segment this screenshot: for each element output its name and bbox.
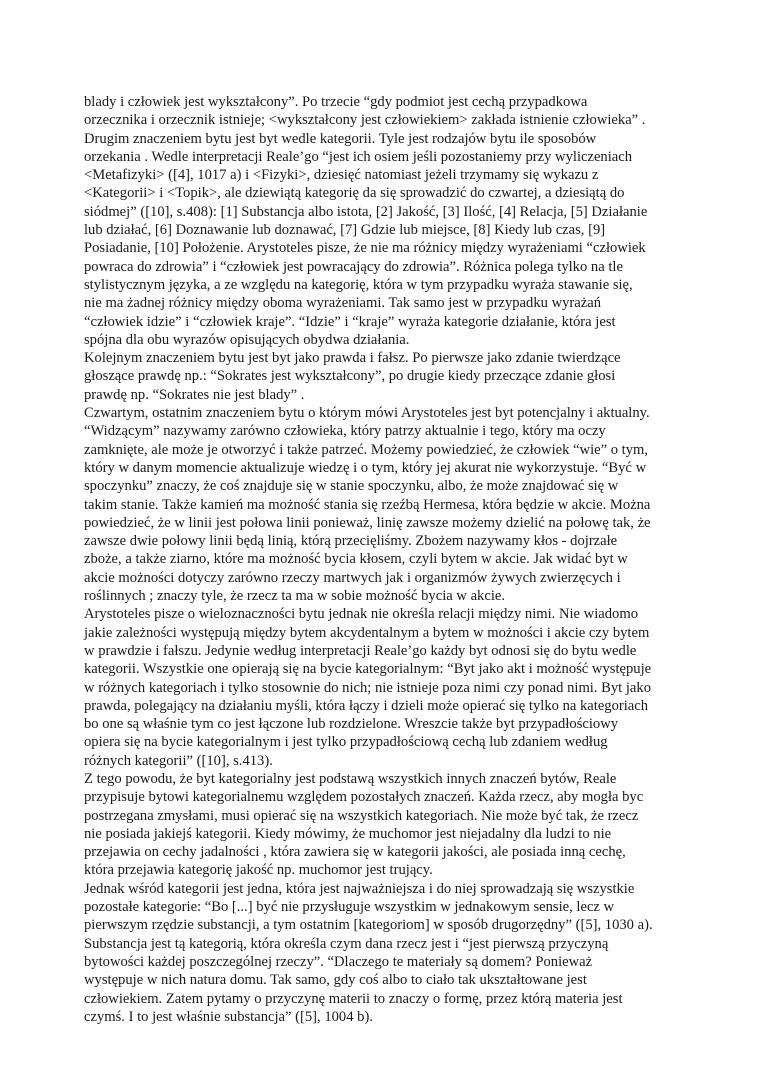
text-line: orzecznika i orzecznik istnieje; <wykształcony jest człowiekiem> zakłada istnienie człowieka” . (84, 112, 646, 129)
text-line: Posiadanie, [10] Położenie. Arystoteles pisze, że nie ma różnicy między wyrażeniami “człowiek (84, 240, 646, 257)
paragraph-ambiguity (84, 605, 694, 770)
document-page (84, 93, 694, 1026)
text-line: czymś. I to jest właśnie substancja” ([5], 1004 b). (84, 1008, 373, 1025)
text-line: spoczynku” znaczy, że coś znajduje się w stanie spoczynku, albo, że może znajdować się w (84, 478, 619, 495)
text-line: Z tego powodu, że byt kategorialny jest podstawą wszystkich innych znaczeń bytów, Reale (84, 770, 617, 787)
text-line: który w danym momencie aktualizuje wiedzę i o tym, który jej akurat nie wykorzystuje. “Być w (84, 459, 647, 476)
text-line: zawsze dwie połowy linii będą linią, którą przecięliśmy. Zbożem nazywamy kłos - dojrzałe (84, 533, 618, 550)
text-line: zamknięte, ale może je otworzyć i także patrzeć. Możemy powiedzieć, że człowiek “wie” o tym, (84, 441, 649, 458)
text-line: postrzegana zmysłami, musi opierać się na wszystkich kategoriach. Nie może być tak, że rzecz (84, 807, 639, 824)
text-line: Jednak wśród kategorii jest jedna, która jest najważniejsza i do niej sprowadzają się wszystkie (84, 880, 635, 897)
text-line: lub działać, [6] Doznawanie lub doznawać, [7] Gdzie lub miejsce, [8] Kiedy lub czas, [9] (84, 222, 606, 239)
paragraph-categories (84, 93, 694, 349)
text-line: Arystoteles pisze o wieloznaczności bytu jednak nie określa relacji między nimi. Nie wiadomo (84, 606, 638, 623)
text-line: prawdę np. “Sokrates nie jest blady” . (84, 386, 305, 403)
text-line: orzekania . Wedle interpretacji Reale’go “jest ich osiem jeśli pozostaniemy przy wyliczeniach (84, 148, 633, 165)
text-line: pozostałe kategorie: “Bo [...] być nie przysługuje wszystkim w jednakowym sensie, lecz w (84, 899, 615, 916)
text-line: przejawia on cechy jadalności , która zawiera się w kategorii jakości, ale posiada inną cechę, (84, 844, 626, 861)
text-line: Czwartym, ostatnim znaczeniem bytu o którym mówi Arystoteles jest byt potencjalny i aktualny. (84, 405, 650, 422)
text-line: która przejawia kategorię jakość np. muchomor jest trujący. (84, 862, 433, 879)
text-line: prawda, polegający na działaniu myśli, która łączy i dzieli może opierać się tylko na kategoriach (84, 697, 649, 714)
text-line: zboże, a także ziarno, które ma możność bycia kłosem, czyli bytem w akcie. Jak widać byt w (84, 551, 628, 568)
text-line: siódmej” ([10], s.408): [1] Substancja albo istota, [2] Jakość, [3] Ilość, [4] Relacja, [5] Działanie (84, 203, 648, 220)
paragraph-substance (84, 880, 694, 1026)
text-line: Drugim znaczeniem bytu jest byt wedle kategorii. Tyle jest rodzajów bytu ile sposobów (84, 130, 597, 147)
text-line: blady i człowiek jest wykształcony”. Po trzecie “gdy podmiot jest cechą przypadkowa (84, 94, 588, 110)
paragraph-potential-actual (84, 404, 694, 605)
text-line: powraca do zdrowia” i “człowiek jest powracający do zdrowia”. Różnica polega tylko na tle (84, 258, 623, 275)
text-line: “człowiek idzie” i “człowiek kraje”. “Idzie” i “kraje” wyraża kategorie działanie, która jest (84, 313, 616, 330)
text-line: takim stanie. Także kamień ma możność stania się rzeźbą Hermesa, która będzie w akcie. Można (84, 496, 651, 513)
text-line: <Kategorii> i <Topik>, ale dziewiątą kategorię da się sprowadzić do czwartej, a dziesiątą do (84, 185, 625, 202)
text-line: kategorii. Wszystkie one opierają się na bycie kategorialnym: “Byt jako akt i możność występuje (84, 661, 652, 678)
text-line: bo one są właśnie tym co jest łączone lub rozdzielone. Wreszcie także byt przypadłościowy (84, 716, 619, 733)
text-line: w prawdzie i fałszu. Jedynie według interpretacji Reale’go każdy byt odnosi się do bytu wedle (84, 642, 637, 659)
text-line: w różnych kategoriach i tylko stosownie do nich; nie istnieje poza nimi czy ponad nimi. Byt jako (84, 679, 652, 696)
text-line: opiera się na bycie kategorialnym i jest tylko przypadłościową cechą lub zdaniem według (84, 734, 608, 751)
text-line: akcie możności dotyczy zarówno rzeczy martwych jak i organizmów żywych zwierzęcych i (84, 569, 621, 586)
text-line: pierwszym rzędzie substancji, a tym ostatnim [kategoriom] w sposób drugorzędny” ([5], 1030 a). (84, 917, 653, 934)
text-line: spójna dla obu wyrazów opisujących obydwa działania. (84, 331, 410, 348)
text-line: powiedzieć, że w linii jest połowa linii ponieważ, linię zawsze możemy dzielić na połowę tak, że (84, 514, 651, 531)
text-line: roślinnych ; znaczy tyle, że rzecz ta ma w sobie możność bycia w akcie. (84, 588, 506, 605)
text-line: przypisuje bytowi kategorialnemu względem pozostałych znaczeń. Każda rzecz, aby mogła byc (84, 789, 644, 806)
text-line: występuje w nich natura domu. Tak samo, gdy coś albo to ciało tak ukształtowane jest (84, 972, 587, 989)
text-line: <Metafizyki> ([4], 1017 a) i <Fizyki>, dziesięć natomiast jeżeli trzymamy się wykazu z (84, 167, 599, 184)
text-line: nie ma żadnej różnicy między oboma wyrażeniami. Tak samo jest w przypadku wyrażań (84, 295, 602, 312)
text-line: stylistycznym języka, a ze względu na kategorię, która w tym przypadku wyraża stawanie się, (84, 276, 633, 293)
text-line: “Widzącym” nazywamy zarówno człowieka, który patrzy aktualnie i tego, który ma oczy (84, 423, 606, 440)
text-line: człowiekiem. Zatem pytamy o przyczynę materii to znaczy o formę, przez którą materia jest (84, 990, 623, 1007)
text-line: Substancja jest tą kategorią, która określa czym dana rzecz jest i “jest pierwszą przyczyną (84, 935, 609, 952)
paragraph-truth-falsehood (84, 349, 694, 404)
paragraph-categorial-basis (84, 770, 694, 880)
text-line: głoszące prawdę np.: “Sokrates jest wykształcony”, po drugie kiedy przeczące zdanie głosi (84, 368, 616, 385)
text-line: nie posiada jakiejś kategorii. Kiedy mówimy, że muchomor jest niejadalny dla ludzi to nie (84, 825, 612, 842)
text-line: Kolejnym znaczeniem bytu jest byt jako prawda i fałsz. Po pierwsze jako zdanie twierdzące (84, 350, 621, 367)
text-line: bytowości każdej poszczególnej rzeczy”. “Dlaczego te materiały są domem? Ponieważ (84, 953, 593, 970)
text-line: jakie zależności występują między bytem akcydentalnym a bytem w możności i akcie czy bytem (84, 624, 650, 641)
text-line: różnych kategorii” ([10], s.413). (84, 752, 273, 769)
